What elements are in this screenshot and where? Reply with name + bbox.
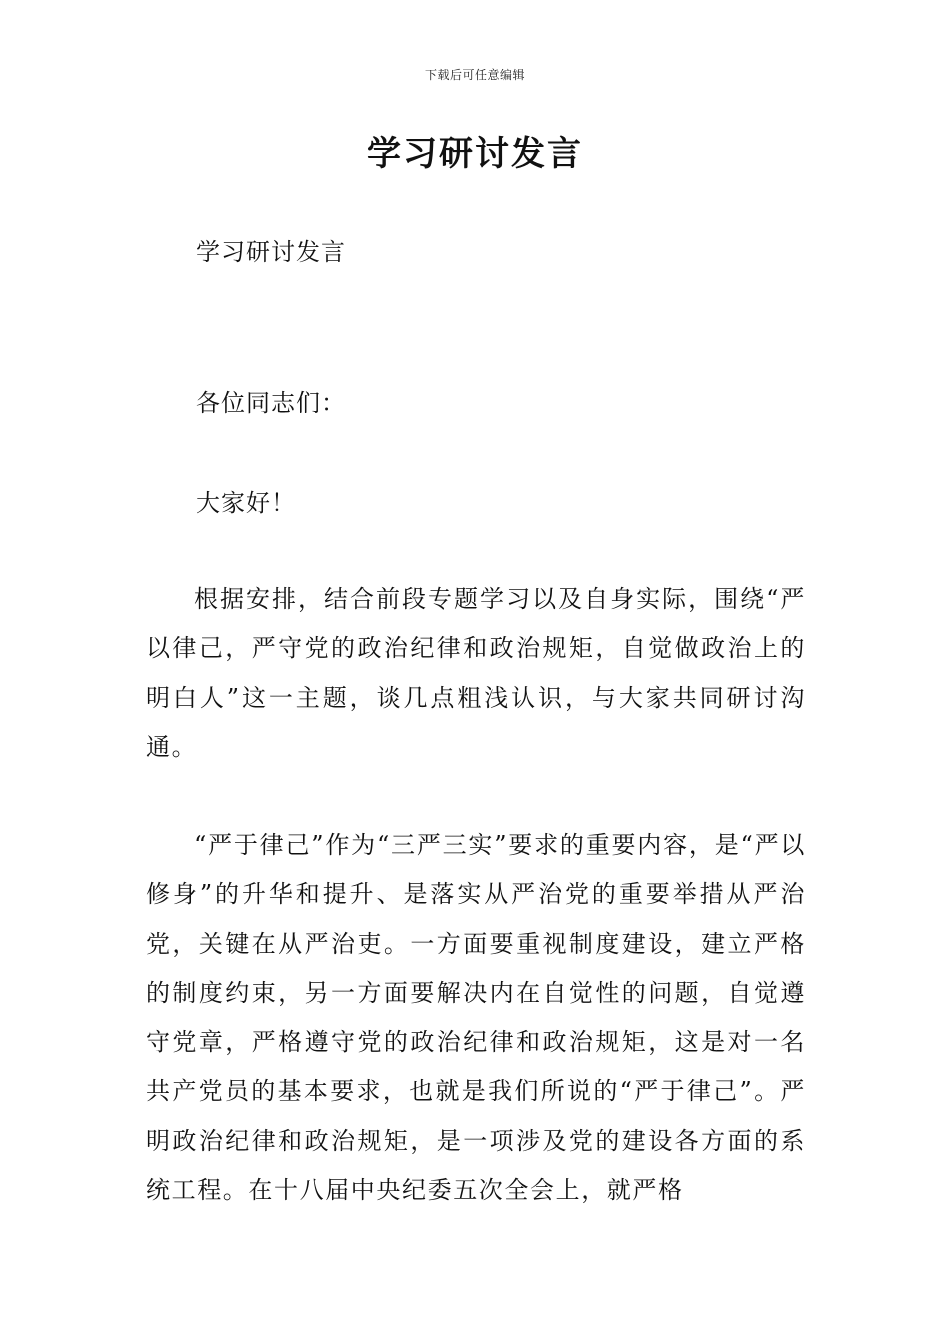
header-note: 下载后可任意编辑 <box>424 68 525 82</box>
paragraph-1: 根据安排，结合前段专题学习以及自身实际，围绕“严以律己，严守党的政治纪律和政治规矩，自觉做政治上的明白人”这一主题，谈几点粗浅认识，与大家共同研讨沟通。 <box>146 585 806 761</box>
salutation: 各位同志们： <box>196 389 346 417</box>
greeting: 大家好！ <box>196 489 296 517</box>
paragraph-2: “严于律己”作为“三严三实”要求的重要内容，是“严以修身”的升华和提升、是落实从严治党的重要举措从严治党，关键在从严治吏。一方面要重视制度建设，建立严格的制度约束，另一方面要解决内在自觉性的问题，自觉遵守党章，严格遵守党的政治纪律和政治规矩，这是对一名共产党员的基本要求，也就是我们所说的“严于律己”。严明政治纪律和政治规矩，是一项涉及党的建设各方面的系统工程。在十八届中央纪委五次全会上，就严格 <box>146 831 806 1205</box>
document-subtitle: 学习研讨发言 <box>196 238 346 266</box>
document-title: 学习研讨发言 <box>367 134 583 174</box>
